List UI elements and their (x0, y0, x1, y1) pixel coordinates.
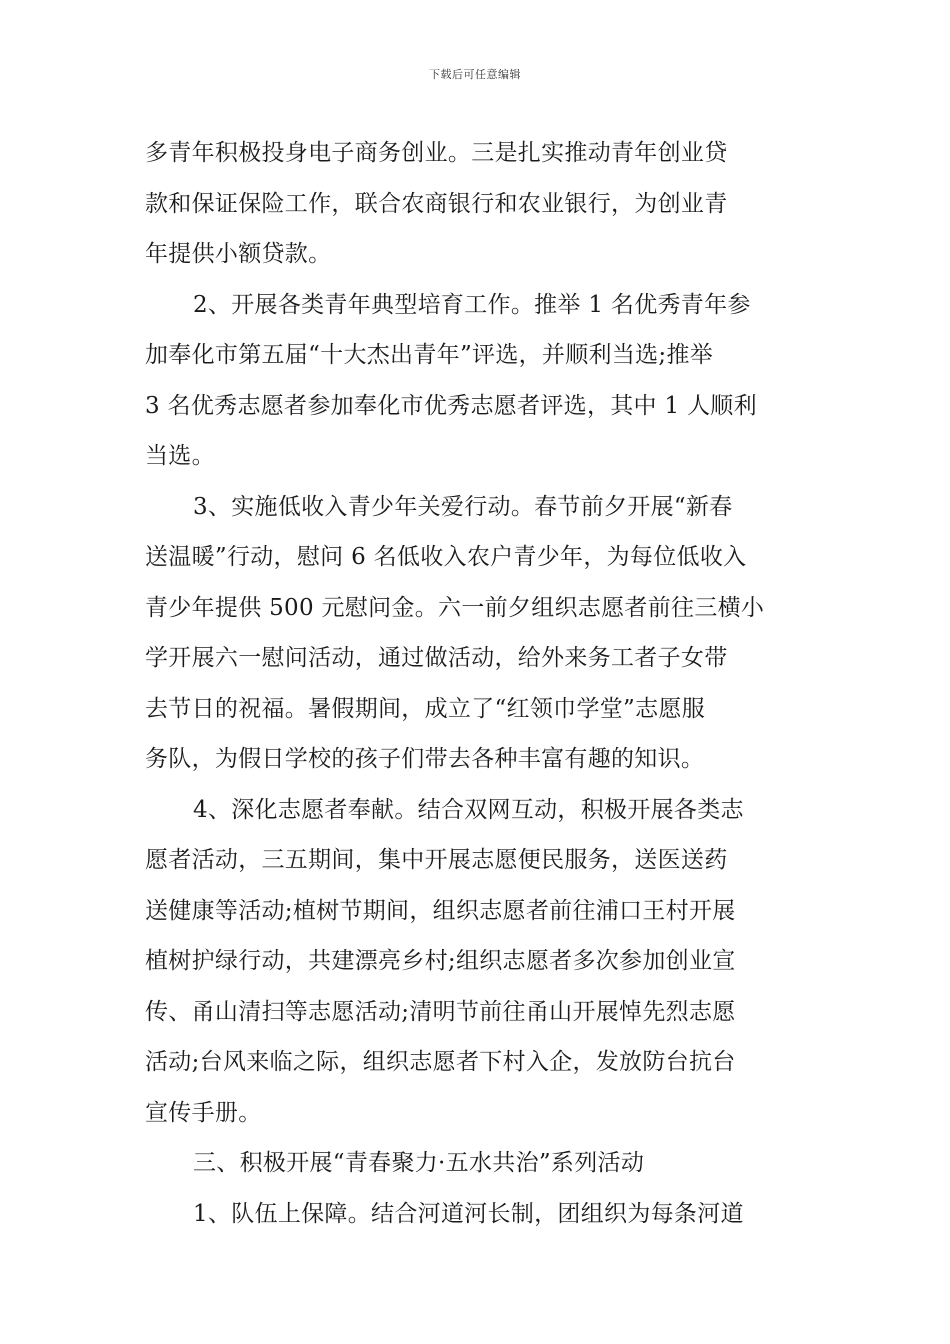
document-body (145, 128, 810, 1239)
text-line: 学开展六一慰问活动，通过做活动，给外来务工者子女带 (145, 645, 728, 671)
text-line: 传、甬山清扫等志愿活动;清明节前往甬山开展悼先烈志愿 (145, 998, 736, 1025)
text-line: 多青年积极投身电子商务创业。三是扎实推动青年创业贷 (145, 140, 728, 166)
paragraph-start-line: 1、队伍上保障。结合河道河长制，团组织为每条河道 (193, 1200, 744, 1227)
text-line: 植树护绿行动，共建漂亮乡村;组织志愿者多次参加创业宣 (145, 948, 736, 974)
text-line: 加奉化市第五届“十大杰出青年”评选，并顺利当选;推举 (145, 342, 714, 368)
page-header: 下载后可任意编辑 (429, 68, 521, 81)
text-line: 务队，为假日学校的孩子们带去各种丰富有趣的知识。 (145, 746, 705, 772)
text-line: 款和保证保险工作，联合农商银行和农业银行，为创业青 (145, 190, 728, 217)
text-line: 活动;台风来临之际，组织志愿者下村入企，发放防台抗台 (145, 1049, 736, 1075)
paragraph-start-line: 4、深化志愿者奉献。结合双网互动，积极开展各类志 (193, 796, 744, 823)
section-heading: 三、积极开展“青春聚力·五水共治”系列活动 (193, 1150, 645, 1176)
text-line: 去节日的祝福。暑假期间，成立了“红领巾学堂”志愿服 (145, 695, 706, 722)
text-line: 愿者活动，三五期间，集中开展志愿便民服务，送医送药 (145, 847, 728, 873)
text-line: 送温暖”行动，慰问 6 名低收入农户青少年，为每位低收入 (145, 544, 747, 570)
text-line: 宣传手册。 (145, 1099, 262, 1126)
paragraph-start-line: 2、开展各类青年典型培育工作。推举 1 名优秀青年参 (193, 291, 751, 318)
paragraph-start-line: 3、实施低收入青少年关爱行动。春节前夕开展“新春 (193, 493, 733, 520)
text-line: 年提供小额贷款。 (145, 241, 332, 267)
text-line: 青少年提供 500 元慰问金。六一前夕组织志愿者前往三横小 (145, 594, 765, 621)
text-line: 送健康等活动;植树节期间，组织志愿者前往浦口王村开展 (145, 897, 736, 924)
text-line: 当选。 (145, 443, 215, 469)
text-line: 3 名优秀志愿者参加奉化市优秀志愿者评选，其中 1 人顺利 (145, 392, 757, 419)
